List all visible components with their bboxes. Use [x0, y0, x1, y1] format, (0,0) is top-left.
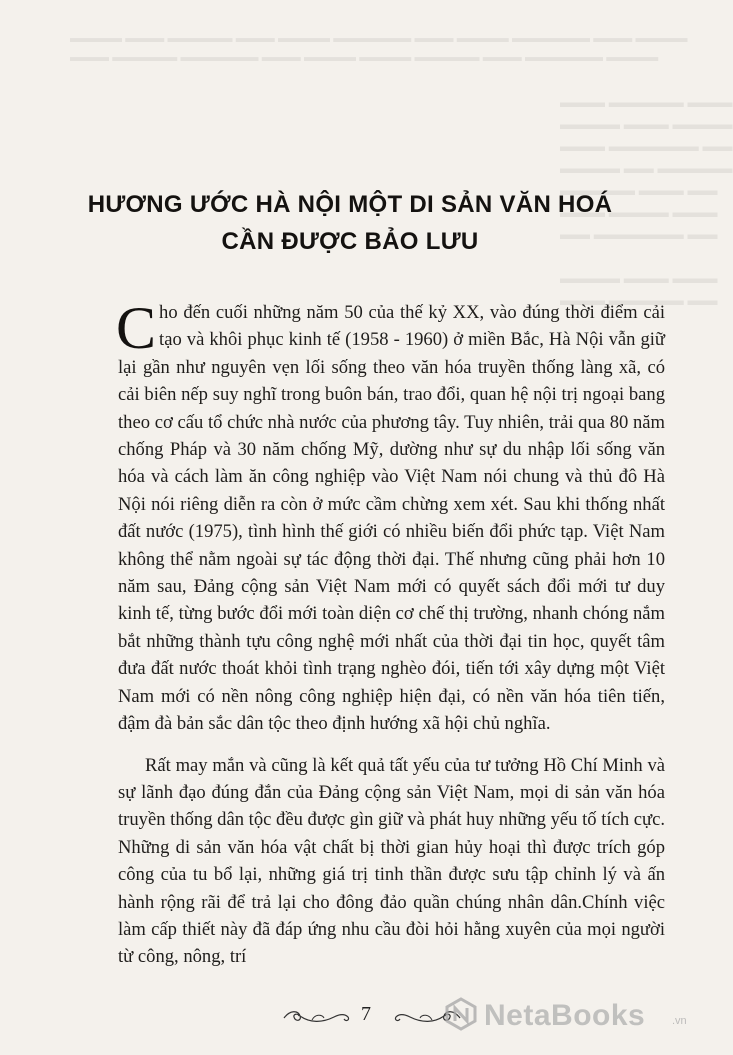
paragraph-1	[116, 295, 665, 738]
paragraph-1-text: ho đến cuối những năm 50 của thế kỷ XX, vào đúng thời điểm cải tạo và khôi phục kinh tế (1958 - 1960) ở miền Bắc, Hà Nội vẫn giữ lại gần như nguyên vẹn lối sống theo văn hóa truyền thống làng xã, có cải biên nếp suy nghĩ trong buôn bán, trao đổi, quan hệ nội trị ngoại bang theo cơ cấu tổ chức nhà nước của phương tây. Tuy nhiên, trải qua 80 năm chống Pháp và 30 năm chống Mỹ, dường như sự du nhập lối sống văn hóa và cách làm ăn công nghiệp vào Việt Nam nói chung và thủ đô Hà Nội nói riêng diễn ra còn ở mức cầm chừng xem xét. Sau khi thống nhất đất nước (1975), tình hình thế giới có nhiều biến đổi phức tạp. Việt Nam không thể nằm ngoài sự tác động thời đại. Thế nhưng cũng phải hơn 10 năm sau, Đảng cộng sản Việt Nam mới có quyết sách đổi mới tư duy kinh tế, từng bước đổi mới toàn diện cơ chế thị trường, nhanh chóng nắm bắt những thành tựu công nghệ mới nhất của thời đại tin học, quyết tâm đưa đất nước thoát khỏi tình trạng nghèo đói, tiến tới xây dựng một Việt Nam mới có nền nông công nghiệp hiện đại, có nền văn hóa tiên tiến, đậm đà bản sắc dân tộc theo định hướng xã hội chủ nghĩa.	[118, 302, 665, 735]
bleed-through-text: ▬▬▬ ▬▬▬▬▬ ▬▬▬ ▬▬▬▬ ▬▬▬ ▬▬▬▬ ▬▬▬ ▬▬▬▬▬▬ ▬▬ ▬▬▬▬ ▬▬ ▬▬▬▬▬ ▬▬▬▬▬ ▬▬▬ ▬▬ ▬▬▬ ▬▬▬▬ ▬▬▬ ▬▬ ▬▬▬▬▬▬ ▬▬ ▬▬▬▬ ▬▬▬ ▬▬▬ ▬▬▬ ▬▬▬▬▬ ▬▬	[560, 95, 733, 309]
chapter-title	[0, 186, 700, 260]
drop-cap: C	[116, 295, 157, 361]
watermark-brand: NetaBooks	[484, 999, 646, 1032]
body-text	[116, 295, 665, 971]
chapter-title-line-2: CẦN ĐƯỢC BẢO LƯU	[221, 228, 479, 255]
page-number: 7	[361, 1003, 371, 1025]
paragraph-2: Rất may mắn và cũng là kết quả tất yếu của tư tưởng Hồ Chí Minh và sự lãnh đạo đúng đắn của Đảng cộng sản Việt Nam, mọi di sản văn hóa truyền thống dân tộc đều được gìn giữ và phát huy những yếu tố tích cực. Những di sản văn hóa vật chất bị thời gian hủy hoại thì được trích góp công của tu bổ lại, những giá trị tinh thần được sưu tập chỉnh lý và ấn hành rộng rãi để trả lại cho đông đảo quần chúng nhân dân.Chính việc làm cấp thiết này đã đáp ứng nhu cầu đòi hỏi hằng xuyên của mọi người từ công, nông, trí	[118, 754, 665, 968]
watermark-suffix: .vn	[672, 1015, 687, 1027]
bleed-through-text: ▬▬▬▬ ▬▬▬ ▬▬▬▬▬ ▬▬▬ ▬▬▬▬ ▬▬▬▬▬▬ ▬▬▬ ▬▬▬▬ ▬▬▬▬▬▬ ▬▬▬ ▬▬▬▬ ▬▬▬ ▬▬▬▬▬ ▬▬▬▬▬▬ ▬▬▬ ▬▬▬▬ ▬▬▬▬ ▬▬▬▬▬ ▬▬▬ ▬▬▬▬▬▬ ▬▬▬▬	[70, 30, 688, 64]
chapter-title-line-1: HƯƠNG ƯỚC HÀ NỘI MỘT DI SẢN VĂN HOÁ	[87, 191, 613, 218]
scroll-ornament-left-icon	[282, 1006, 352, 1026]
watermark	[440, 993, 700, 1037]
netabooks-logo-icon	[444, 997, 478, 1031]
